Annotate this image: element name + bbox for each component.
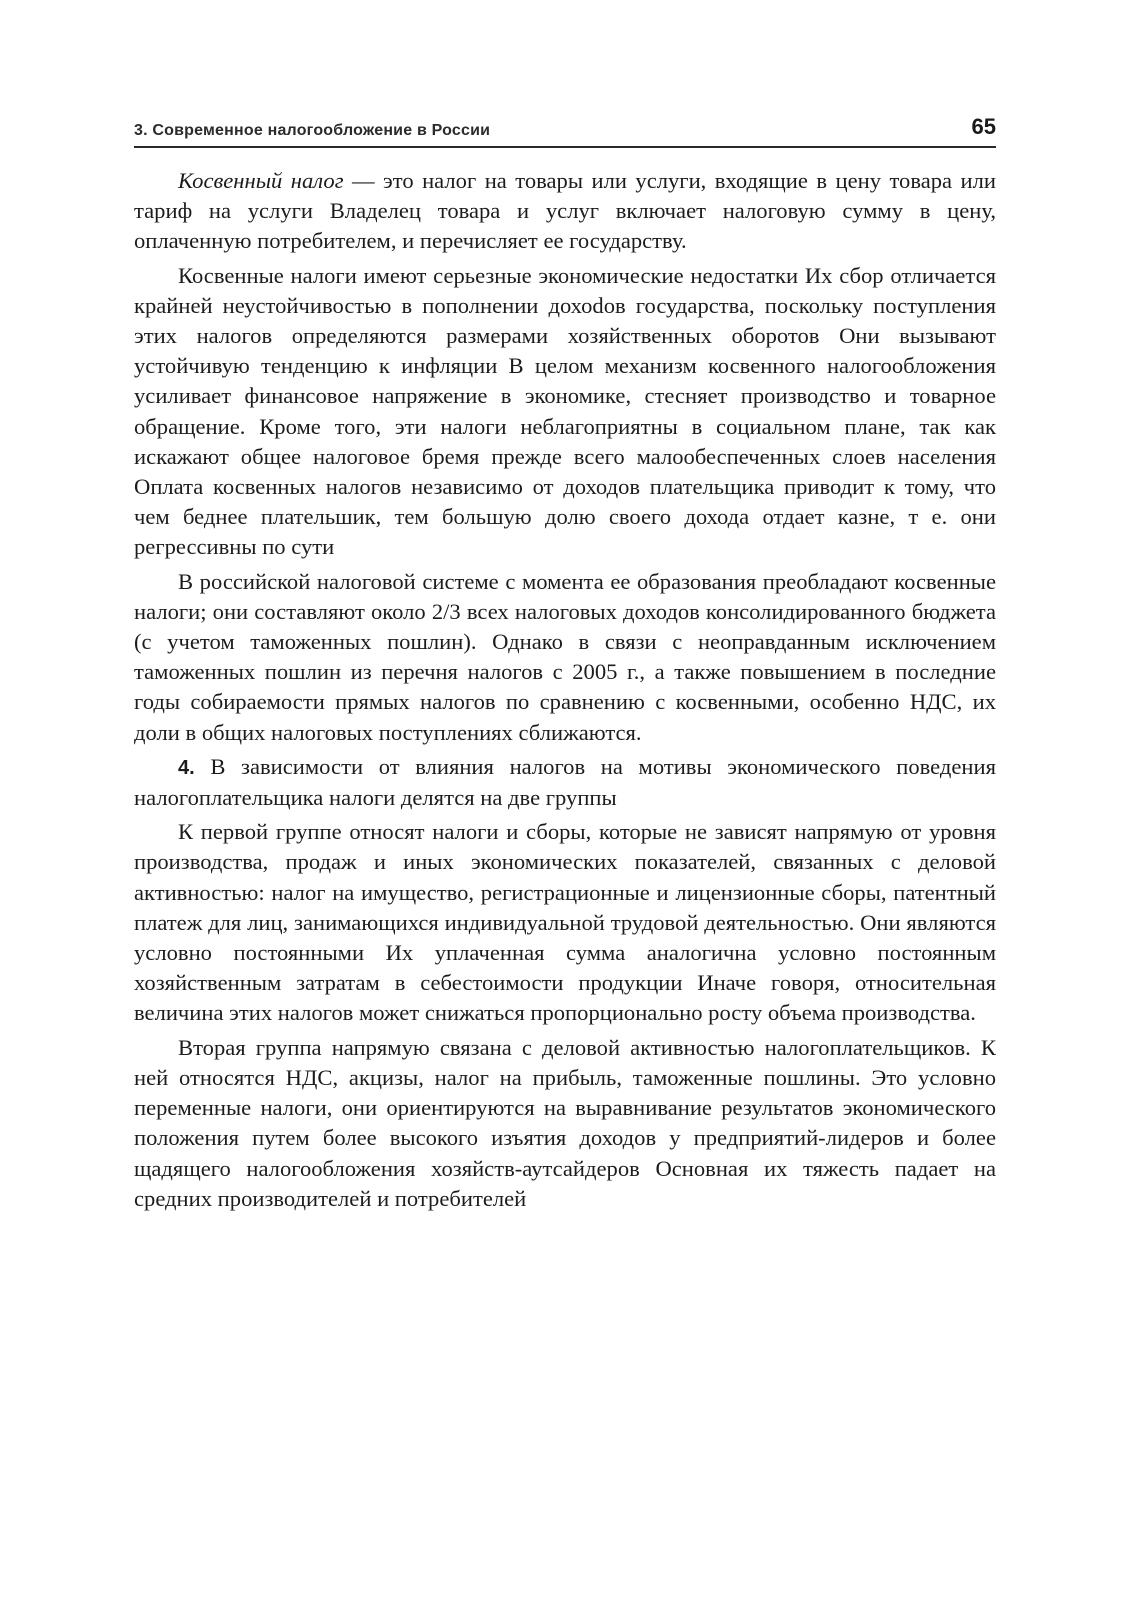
paragraph-text: — это налог на товары или услуги, входящие в цену товара или тариф на услуги Владелец товара и услуг включает налоговую сумму в цену, оплаченную потребителем, и перечисляет ее государству.	[134, 168, 996, 254]
paragraph-russian-tax-system	[134, 567, 996, 748]
paragraph-point-4	[134, 752, 996, 813]
paragraph-text: Вторая группа напрямую связана с деловой активностью налогоплательщиков. К ней относятся НДС, акцизы, налог на прибыль, таможенные пошлины. Это условно переменные налоги, они ориентируются на выравнивание результатов экономического положения путем более высокого изъятия доходов у предприятий-лидеров и более щадящего налогообложения хозяйств-аутсайдеров Основная их тяжесть падает на средних производителей и потребителей	[134, 1034, 996, 1211]
paragraph-text: В зависимости от влияния налогов на мотивы экономического поведения налогоплательщика налоги делятся на две группы	[134, 753, 996, 811]
page-number: 65	[971, 114, 996, 139]
paragraph-first-group	[134, 817, 996, 1028]
paragraph-text: К первой группе относят налоги и сборы, которые не зависят напрямую от уровня производства, продаж и иных экономических показателей, связанных с деловой активностью: налог на имущество, регистрационные и лицензионные сборы, патентный платеж для лиц, занимающихся индивидуальной трудовой деятельностью. Они являются условно постоянными Их уплаченная сумма аналогична условно постоянным хозяйственным затратам в себестоимости продукции Иначе говоря, относительная величина этих налогов может снижаться пропорционально росту объема производства.	[134, 819, 996, 1026]
paragraph-indirect-tax-definition	[134, 166, 996, 257]
list-number: 4.	[178, 756, 195, 779]
paragraph-text: Косвенные налоги имеют серьезные экономические недостатки Их сбор отличается крайней неустойчивостью в пополнении дохоdов государства, поскольку поступления этих налогов определяются размерами хозяйственных оборотов Они вызывают устойчивую тенденцию к инфляции В целом механизм косвенного налогообложения усиливает финансовое напряжение в экономике, стесняет производство и товарное обращение. Кроме того, эти налоги неблагоприятны в социальном плане, так как искажают общее налоговое бремя прежде всего малообеспеченных слоев населения Оплата косвенных налогов независимо от доходов плательщика приводит к тому, что чем беднее плательшик, тем большую долю своего дохода отдает казне, т е. они регрессивны по сути	[134, 262, 996, 560]
book-page	[134, 110, 996, 1214]
body-text	[134, 166, 996, 1214]
defined-term: Косвенный налог	[178, 168, 344, 193]
running-title: 3. Современное налогообложение в России	[134, 122, 491, 139]
paragraph-indirect-tax-drawbacks	[134, 261, 996, 563]
running-head	[134, 110, 996, 148]
paragraph-second-group	[134, 1033, 996, 1214]
paragraph-text: В российской налоговой системе с момента ее образования преобладают косвенные налоги; они составляют около 2/3 всех налоговых доходов консолидированного бюджета (с учетом таможенных пошлин). Однако в связи с неоправданным исключением таможенных пошлин из перечня налогов с 2005 г., а также повышением в последние годы собираемости прямых налогов по сравнению с косвенными, особенно НДС, их доли в общих налоговых поступлениях сближаются.	[134, 568, 996, 745]
